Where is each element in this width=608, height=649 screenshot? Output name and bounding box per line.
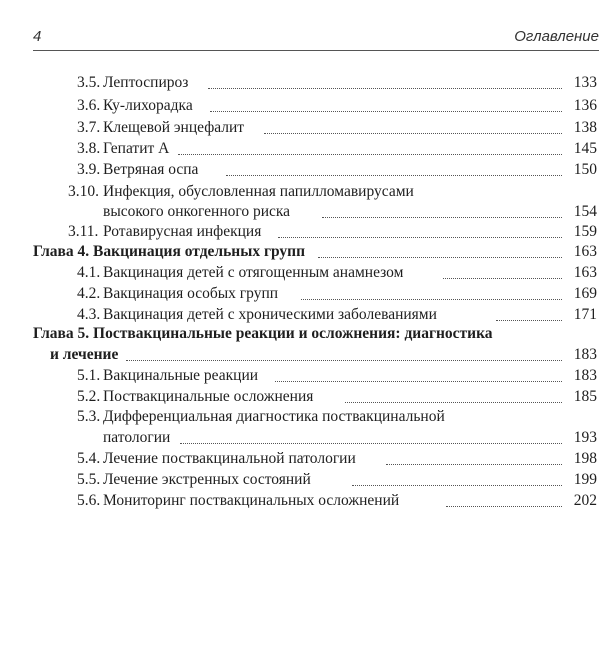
dot-leader [352,485,562,486]
dot-leader [210,111,562,112]
page-header [33,28,599,51]
toc-entry-page: 198 [573,450,597,467]
toc-entry-title: Лечение экстренных состояний [103,471,311,488]
dot-leader [496,320,562,321]
toc-entry-page: 136 [573,97,597,114]
toc-entry-title: Ветряная оспа [103,161,199,178]
toc-chapter-title: Глава 4. Вакцинация отдельных групп [33,243,306,260]
toc-entry-4-1[interactable] [0,263,608,282]
toc-entry-title: Мониторинг поствакцинальных осложнений [103,492,400,509]
toc-entry-title: Дифференциальная диагностика поствакцинальной [103,408,445,425]
dot-leader [180,443,562,444]
toc-entry-3-11[interactable] [0,222,608,241]
toc-entry-title: Вакцинация детей с хроническими заболеваниями [103,306,437,323]
toc-entry-5-6[interactable] [0,491,608,510]
toc-entry-number: 3.8. [77,140,101,157]
dot-leader [446,506,562,507]
toc-entry-title: Лечение поствакцинальной патологии [103,450,356,467]
toc-entry-title-continuation: патологии [103,429,171,446]
toc-entry-title-continuation: высокого онкогенного риска [103,203,291,220]
toc-chapter-5[interactable] [0,324,608,364]
toc-entry-number: 4.3. [77,306,101,323]
toc-entry-number: 5.3. [77,408,101,425]
dot-leader [318,257,562,258]
dot-leader [275,381,562,382]
toc-entry-5-2[interactable] [0,387,608,406]
toc-chapter-page: 183 [573,346,597,363]
toc-entry-title: Вакцинальные реакции [103,367,259,384]
toc-entry-5-1[interactable] [0,366,608,385]
toc-entry-page: 154 [573,203,597,220]
toc-entry-page: 145 [573,140,597,157]
dot-leader [278,237,562,238]
toc-entry-5-5[interactable] [0,470,608,489]
toc-entry-3-6[interactable] [0,96,608,115]
dot-leader [443,278,562,279]
dot-leader [386,464,562,465]
toc-entry-title: Инфекция, обусловленная папилломавирусами [103,183,414,200]
toc-chapter-page: 163 [573,243,597,260]
page-number: 4 [33,28,42,45]
toc-entry-title: Ку-лихорадка [103,97,193,114]
toc-entry-number: 3.6. [77,97,101,114]
toc-entry-page: 171 [573,306,597,323]
toc-entry-page: 163 [573,264,597,281]
toc-entry-4-3[interactable] [0,305,608,324]
toc-entry-number: 3.9. [77,161,101,178]
toc-entry-page: 133 [573,74,597,91]
toc-entry-page: 202 [573,492,597,509]
toc-entry-number: 5.4. [77,450,101,467]
toc-chapter-title: Глава 5. Поствакцинальные реакции и осложнения: диагностика [33,325,493,342]
toc-chapter-4[interactable] [0,242,608,261]
toc-entry-title: Вакцинация особых групп [103,285,279,302]
toc-entry-number: 3.5. [77,74,101,91]
dot-leader [264,133,562,134]
toc-entry-3-5[interactable] [0,73,608,92]
toc-entry-page: 193 [573,429,597,446]
toc-entry-page: 185 [573,388,597,405]
toc-entry-number: 5.2. [77,388,101,405]
toc-entry-number: 4.1. [77,264,101,281]
dot-leader [301,299,562,300]
toc-entry-5-4[interactable] [0,449,608,468]
toc-entry-4-2[interactable] [0,284,608,303]
toc-entry-page: 138 [573,119,597,136]
dot-leader [345,402,562,403]
dot-leader [208,88,562,89]
toc-entry-number: 5.1. [77,367,101,384]
toc-chapter-title-continuation: и лечение [50,346,119,363]
toc-entry-number: 3.11. [68,223,99,240]
toc-entry-3-9[interactable] [0,160,608,179]
toc-entry-number: 5.6. [77,492,101,509]
toc-entry-title: Гепатит А [103,140,170,157]
toc-entry-page: 183 [573,367,597,384]
dot-leader [322,217,562,218]
toc-entry-number: 3.7. [77,119,101,136]
toc-entry-title: Ротавирусная инфекция [103,223,262,240]
dot-leader [126,360,562,361]
toc-entry-number: 4.2. [77,285,101,302]
dot-leader [178,154,562,155]
toc-entry-5-3[interactable] [0,407,608,447]
toc-entry-page: 169 [573,285,597,302]
toc-entry-title: Клещевой энцефалит [103,119,245,136]
toc-entry-3-7[interactable] [0,118,608,137]
toc-entry-3-8[interactable] [0,139,608,158]
toc-entry-number: 5.5. [77,471,101,488]
toc-entry-page: 199 [573,471,597,488]
toc-entry-title: Вакцинация детей с отягощенным анамнезом [103,264,404,281]
toc-entry-3-10[interactable] [0,182,608,222]
toc-entry-title: Лептоспироз [103,74,189,91]
running-title: Оглавление [514,28,599,45]
toc-entry-page: 150 [573,161,597,178]
toc-entry-title: Поствакцинальные осложнения [103,388,314,405]
dot-leader [226,175,562,176]
toc-entry-page: 159 [573,223,597,240]
toc-entry-number: 3.10. [68,183,99,200]
